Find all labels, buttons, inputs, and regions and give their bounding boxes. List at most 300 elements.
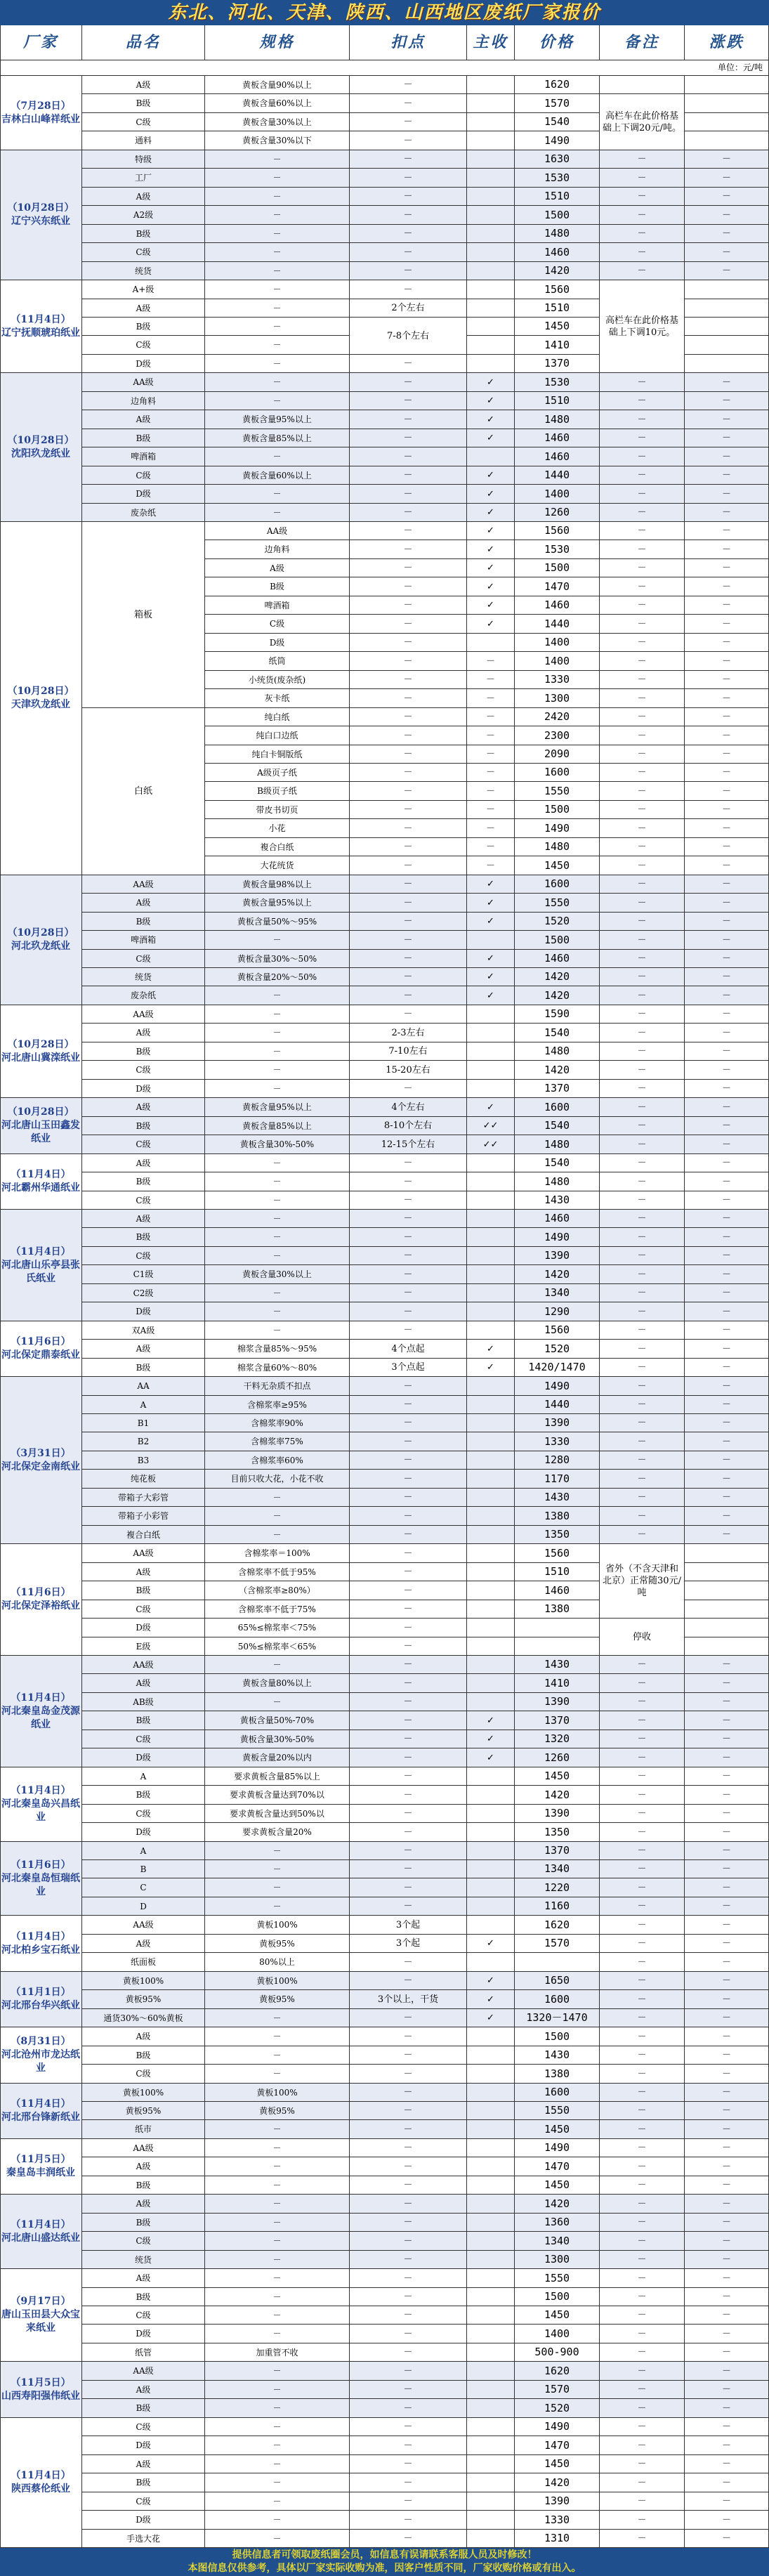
product-name: 废杂纸 <box>82 986 205 1005</box>
main-mark <box>467 2195 515 2214</box>
product-name: 纸面板 <box>82 1953 205 1972</box>
col-header-main: 主收 <box>467 25 515 60</box>
footer-line-2: 本图信息仅供参考，具体以厂家实际收购为准，因客户性质不同，厂家收购价格或有出入。 <box>188 2563 581 2574</box>
change-value: － <box>685 1061 769 1080</box>
deduct-value: － <box>350 2139 467 2157</box>
main-mark <box>467 1526 515 1544</box>
change-value <box>685 1581 769 1600</box>
remark-value: － <box>600 726 685 745</box>
main-mark: ✓ <box>467 466 515 485</box>
deduct-value: － <box>350 634 467 652</box>
product-name: A级 <box>82 188 205 206</box>
deduct-value: － <box>350 1953 467 1972</box>
main-mark <box>467 355 515 373</box>
spec-value: － <box>205 2455 350 2473</box>
change-value: － <box>685 1823 769 1842</box>
spec-value: － <box>205 1061 350 1080</box>
company-name: （11月6日） 河北秦皇岛恒瑞纸业 <box>0 1842 82 1916</box>
main-mark <box>467 1451 515 1470</box>
spec-value: － <box>205 1860 350 1878</box>
change-value: － <box>685 2381 769 2399</box>
remark-value: － <box>600 2009 685 2027</box>
price-value: 1390 <box>515 1247 600 1265</box>
price-value: 1410 <box>515 1674 600 1693</box>
main-mark: － <box>467 856 515 875</box>
price-value: 1460 <box>515 950 600 968</box>
deduct-value: － <box>350 2232 467 2251</box>
main-mark <box>467 1302 515 1321</box>
price-value: 1400 <box>515 634 600 652</box>
change-value: － <box>685 1210 769 1228</box>
product-name: A级 <box>82 2455 205 2473</box>
change-value: － <box>685 392 769 410</box>
price-value: 1520 <box>515 2399 600 2418</box>
main-mark: ✓ <box>467 1972 515 1990</box>
deduct-value: － <box>350 2288 467 2306</box>
price-value: 1540 <box>515 1117 600 1135</box>
price-value: 1470 <box>515 2157 600 2176</box>
price-value: 1530 <box>515 169 600 188</box>
price-value: 1460 <box>515 1210 600 1228</box>
company-name: （11月5日） 秦皇岛丰润纸业 <box>0 2139 82 2195</box>
remark-value: － <box>600 2455 685 2473</box>
change-value: － <box>685 1340 769 1359</box>
product-name: E级 <box>82 1637 205 1656</box>
deduct-value: － <box>350 131 467 150</box>
change-value: － <box>685 950 769 968</box>
change-value: － <box>685 634 769 652</box>
change-value: － <box>685 2269 769 2288</box>
remark-value: － <box>600 2362 685 2381</box>
product-name: A <box>82 1396 205 1414</box>
price-value: 1260 <box>515 504 600 522</box>
main-mark <box>467 1916 515 1935</box>
change-value: － <box>685 2288 769 2306</box>
change-value: － <box>685 1470 769 1489</box>
product-name: AA级 <box>205 522 350 540</box>
deduct-value: － <box>350 801 467 819</box>
product-name: 黄板100% <box>82 1972 205 1990</box>
price-value: 1380 <box>515 1507 600 1526</box>
change-value: － <box>685 1117 769 1135</box>
spec-value: － <box>205 2473 350 2492</box>
remark-value: － <box>600 150 685 169</box>
spec-value: － <box>205 2139 350 2157</box>
main-mark: ✓ <box>467 2009 515 2027</box>
price-value: 1320 <box>515 1730 600 1748</box>
deduct-value: － <box>350 615 467 634</box>
product-name: A级 <box>82 2195 205 2214</box>
remark-value: － <box>600 894 685 913</box>
price-value: 1400 <box>515 485 600 504</box>
product-name: A2级 <box>82 206 205 225</box>
product-name: 废杂纸 <box>82 504 205 522</box>
main-mark <box>467 1600 515 1619</box>
remark-value: － <box>600 540 685 559</box>
remark-note: 高栏车在此价格基础上下调20元/吨。 <box>600 94 685 150</box>
remark-value: － <box>600 485 685 504</box>
product-name: B级页子纸 <box>205 782 350 801</box>
price-value: 1540 <box>515 113 600 131</box>
change-value <box>685 113 769 131</box>
remark-value: － <box>600 1693 685 1711</box>
remark-value: － <box>600 986 685 1005</box>
price-value: 1550 <box>515 2269 600 2288</box>
remark-value: － <box>600 913 685 931</box>
deduct-value: － <box>350 1693 467 1711</box>
change-value: － <box>685 1860 769 1878</box>
remark-value: － <box>600 2288 685 2306</box>
product-name: B级 <box>82 2399 205 2418</box>
change-value: － <box>685 856 769 875</box>
product-name: B级 <box>82 913 205 931</box>
product-name: A级 <box>205 559 350 577</box>
deduct-value: 3个以上，干货 <box>350 1990 467 2009</box>
change-value: － <box>685 2084 769 2102</box>
change-value: － <box>685 540 769 559</box>
remark-value: － <box>600 615 685 634</box>
change-value <box>685 318 769 336</box>
deduct-value: － <box>350 1432 467 1451</box>
product-name: C <box>82 1878 205 1897</box>
deduct-value: － <box>350 764 467 782</box>
price-value: 1470 <box>515 2436 600 2455</box>
deduct-value: － <box>350 113 467 131</box>
deduct-value: 15-20左右 <box>350 1061 467 1080</box>
remark-value: － <box>600 466 685 485</box>
product-name: D级 <box>205 634 350 652</box>
change-value: － <box>685 2065 769 2084</box>
product-name: C级 <box>82 2065 205 2084</box>
remark-value: － <box>600 2027 685 2046</box>
deduct-value: － <box>350 373 467 392</box>
spec-value: － <box>205 188 350 206</box>
deduct-value: － <box>350 894 467 913</box>
spec-value: － <box>205 1172 350 1191</box>
price-value: 1560 <box>515 1544 600 1563</box>
spec-value: － <box>205 2381 350 2399</box>
product-name: A级 <box>82 1340 205 1359</box>
remark-value: － <box>600 262 685 280</box>
main-mark <box>467 2232 515 2251</box>
price-value: 1600 <box>515 2084 600 2102</box>
change-value <box>685 1600 769 1619</box>
main-mark <box>467 2157 515 2176</box>
remark-value: － <box>600 1767 685 1786</box>
remark-value: － <box>600 950 685 968</box>
remark-value: － <box>600 1247 685 1265</box>
change-value: － <box>685 1080 769 1098</box>
spec-value: － <box>205 1080 350 1098</box>
deduct-value: － <box>350 2306 467 2325</box>
price-value: 1450 <box>515 856 600 875</box>
deduct-value: － <box>350 1748 467 1767</box>
deduct-value: － <box>350 819 467 838</box>
price-value: 1570 <box>515 2381 600 2399</box>
product-name: B2 <box>82 1432 205 1451</box>
change-value: － <box>685 1748 769 1767</box>
change-value: － <box>685 1916 769 1935</box>
main-mark <box>467 280 515 299</box>
spec-value: 要求黄板含量20% <box>205 1823 350 1842</box>
price-value: 1460 <box>515 1581 600 1600</box>
deduct-value: － <box>350 652 467 671</box>
main-mark: － <box>467 782 515 801</box>
change-value: － <box>685 615 769 634</box>
product-name: 双A级 <box>82 1321 205 1340</box>
product-name: 大花统货 <box>205 856 350 875</box>
footer-line-1: 提供信息者可领取废纸圈会员，如信息有误请联系客服人员及时修改！ <box>232 2549 537 2561</box>
change-value: － <box>685 838 769 856</box>
price-value: 1490 <box>515 2418 600 2436</box>
price-value: 1400 <box>515 652 600 671</box>
price-value: 1480 <box>515 1172 600 1191</box>
change-value: － <box>685 1005 769 1024</box>
deduct-value: － <box>350 1544 467 1563</box>
product-name: C级 <box>82 336 205 355</box>
product-name: 边角料 <box>82 392 205 410</box>
product-name: B级 <box>82 2473 205 2492</box>
change-value: － <box>685 819 769 838</box>
main-mark <box>467 1210 515 1228</box>
spec-value: － <box>205 2027 350 2046</box>
spec-value: 黄板含量30%以上 <box>205 1265 350 1284</box>
remark-value: － <box>600 1265 685 1284</box>
spec-value: 黄板含量20%以内 <box>205 1748 350 1767</box>
col-header-remark: 备注 <box>600 25 685 60</box>
change-value: － <box>685 1396 769 1414</box>
deduct-value: － <box>350 986 467 1005</box>
price-value: 1500 <box>515 2027 600 2046</box>
product-name: B级 <box>82 429 205 447</box>
main-mark <box>467 1805 515 1823</box>
price-value: 1450 <box>515 2120 600 2139</box>
company-name: （11月4日） 河北邢台锋新纸业 <box>0 2084 82 2139</box>
change-value: － <box>685 2399 769 2418</box>
remark-value: － <box>600 2195 685 2214</box>
change-value: － <box>685 1489 769 1507</box>
remark-value: － <box>600 2065 685 2084</box>
deduct-value: － <box>350 1805 467 1823</box>
deduct-value: － <box>350 150 467 169</box>
change-value: － <box>685 2511 769 2530</box>
main-mark: ✓ <box>467 894 515 913</box>
spec-value: － <box>205 2362 350 2381</box>
change-value: － <box>685 1730 769 1748</box>
price-value: 2090 <box>515 745 600 764</box>
deduct-value: － <box>350 913 467 931</box>
change-value <box>685 1637 769 1656</box>
spec-value: － <box>205 2195 350 2214</box>
change-value: － <box>685 1414 769 1432</box>
main-mark <box>467 225 515 243</box>
remark-value: － <box>600 504 685 522</box>
price-value: 1460 <box>515 596 600 615</box>
change-value: － <box>685 2009 769 2027</box>
deduct-value: － <box>350 485 467 504</box>
main-mark: ✓ <box>467 1730 515 1748</box>
remark-value: － <box>600 1878 685 1897</box>
main-mark: － <box>467 764 515 782</box>
change-value: － <box>685 2195 769 2214</box>
remark-value: － <box>600 2046 685 2065</box>
deduct-value: 2个左右 <box>350 299 467 318</box>
company-name: （10月28日） 辽宁兴东纸业 <box>0 150 82 280</box>
deduct-value: － <box>350 429 467 447</box>
deduct-value: － <box>350 206 467 225</box>
deduct-value: － <box>350 596 467 615</box>
remark-value: － <box>600 2381 685 2399</box>
price-value: 1510 <box>515 188 600 206</box>
product-name: 纸管 <box>82 2343 205 2362</box>
change-value <box>685 280 769 299</box>
main-mark: ✓ <box>467 410 515 429</box>
price-value: 1490 <box>515 2139 600 2157</box>
remark-value: － <box>600 1730 685 1748</box>
remark-value: － <box>600 1786 685 1805</box>
change-value: － <box>685 2306 769 2325</box>
change-value: － <box>685 1154 769 1172</box>
product-name: B级 <box>82 2046 205 2065</box>
remark-value: － <box>600 188 685 206</box>
deduct-value: － <box>350 2251 467 2269</box>
remark-value: － <box>600 1489 685 1507</box>
product-name: B级 <box>82 225 205 243</box>
spec-value: － <box>205 504 350 522</box>
remark-value: － <box>600 2343 685 2362</box>
product-name: D级 <box>82 1748 205 1767</box>
price-value: 1500 <box>515 206 600 225</box>
main-mark <box>467 2139 515 2157</box>
change-value: － <box>685 447 769 466</box>
deduct-value: 4个点起 <box>350 1340 467 1359</box>
main-mark <box>467 2492 515 2511</box>
product-name: 纯花板 <box>82 1470 205 1489</box>
product-name: B级 <box>82 1172 205 1191</box>
spec-value: － <box>205 485 350 504</box>
main-mark <box>467 2065 515 2084</box>
remark-value: － <box>600 429 685 447</box>
main-mark <box>467 2046 515 2065</box>
change-value <box>685 1544 769 1563</box>
spec-value: 含棉浆率75% <box>205 1432 350 1451</box>
remark-value: － <box>600 2084 685 2102</box>
change-value: － <box>685 1693 769 1711</box>
spec-value: － <box>205 1842 350 1860</box>
change-value: － <box>685 875 769 894</box>
price-value: 1550 <box>515 2102 600 2120</box>
product-name: A级 <box>82 1563 205 1581</box>
change-value: － <box>685 2027 769 2046</box>
spec-value: － <box>205 299 350 318</box>
change-value <box>685 1619 769 1637</box>
deduct-value: － <box>350 1767 467 1786</box>
main-mark <box>467 1860 515 1878</box>
main-mark: ✓ <box>467 1359 515 1377</box>
price-value: 1600 <box>515 1990 600 2009</box>
spec-value: － <box>205 2325 350 2343</box>
remark-value: － <box>600 1377 685 1396</box>
spec-value: 黄板含量95%以上 <box>205 410 350 429</box>
spec-value: － <box>205 150 350 169</box>
deduct-value: － <box>350 689 467 708</box>
change-value: － <box>685 1228 769 1247</box>
main-mark <box>467 1637 515 1656</box>
product-name: D级 <box>82 485 205 504</box>
price-value <box>515 1637 600 1656</box>
remark-value: － <box>600 1284 685 1302</box>
remark-value: － <box>600 1470 685 1489</box>
main-mark <box>467 2362 515 2381</box>
product-name: 通料 <box>82 131 205 150</box>
spec-value: － <box>205 2065 350 2084</box>
spec-value: 黄板含量20%～50% <box>205 968 350 986</box>
main-mark: ✓ <box>467 392 515 410</box>
remark-value: － <box>600 931 685 950</box>
price-value: 1320－1470 <box>515 2009 600 2027</box>
price-value: 1620 <box>515 76 600 94</box>
remark-value: － <box>600 1842 685 1860</box>
main-mark: ✓ <box>467 504 515 522</box>
change-value: － <box>685 1805 769 1823</box>
price-value: 2420 <box>515 708 600 726</box>
spec-value: － <box>205 355 350 373</box>
col-header-factory: 厂家 <box>0 25 82 60</box>
product-name: 黄板95% <box>82 2102 205 2120</box>
spec-value: － <box>205 336 350 355</box>
remark-value: － <box>600 875 685 894</box>
product-name: A <box>82 1767 205 1786</box>
price-value: 1550 <box>515 782 600 801</box>
remark-value: － <box>600 1935 685 1953</box>
product-name: 黄板95% <box>82 1990 205 2009</box>
deduct-value: － <box>350 188 467 206</box>
product-name: B级 <box>82 2288 205 2306</box>
deduct-value: － <box>350 1711 467 1730</box>
company-name: （11月6日） 河北保定泽裕纸业 <box>0 1544 82 1656</box>
product-name: 通货30%～60%黄板 <box>82 2009 205 2027</box>
remark-value: － <box>600 1823 685 1842</box>
remark-value: － <box>600 225 685 243</box>
price-value: 1480 <box>515 1042 600 1061</box>
price-value: 500-900 <box>515 2343 600 2362</box>
price-value: 1290 <box>515 1302 600 1321</box>
price-value: 1300 <box>515 2251 600 2269</box>
company-name: （11月4日） 河北霸州华通纸业 <box>0 1154 82 1210</box>
product-name: C级 <box>82 243 205 262</box>
price-value: 1620 <box>515 1916 600 1935</box>
main-mark: － <box>467 689 515 708</box>
change-value: － <box>685 2418 769 2436</box>
spec-value: 要求黄板含量达到50%以 <box>205 1805 350 1823</box>
main-mark <box>467 2511 515 2530</box>
remark-value: － <box>600 1526 685 1544</box>
main-mark: ✓ <box>467 968 515 986</box>
spec-value: － <box>205 1321 350 1340</box>
main-mark <box>467 1228 515 1247</box>
main-mark: － <box>467 726 515 745</box>
change-value: － <box>685 894 769 913</box>
change-value <box>685 94 769 113</box>
product-name: AA级 <box>82 2139 205 2157</box>
product-name: 纯白口边纸 <box>205 726 350 745</box>
remark-value: － <box>600 1396 685 1414</box>
product-name: 啤酒箱 <box>205 596 350 615</box>
change-value: － <box>685 2436 769 2455</box>
product-name: A级 <box>82 2269 205 2288</box>
change-value: － <box>685 1191 769 1210</box>
company-name: （3月31日） 河北保定金南纸业 <box>0 1377 82 1544</box>
